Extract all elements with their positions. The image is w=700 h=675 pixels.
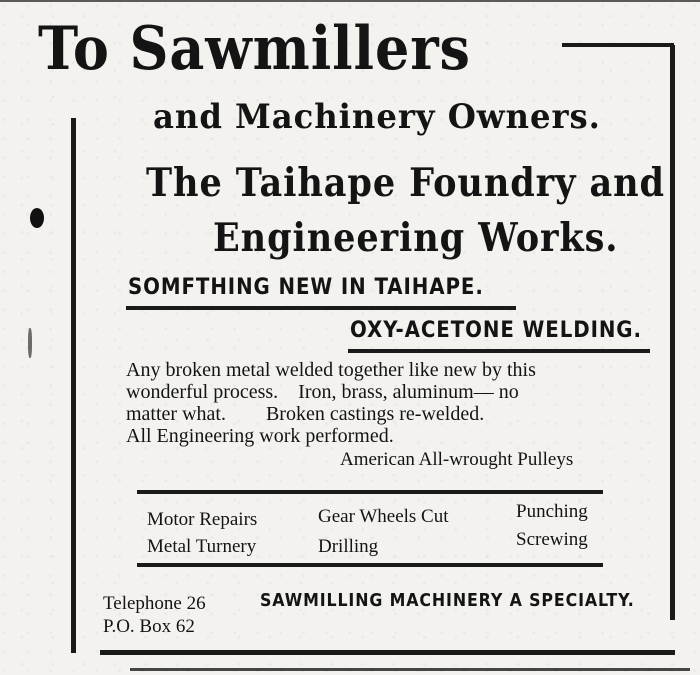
bottom-edge-rule bbox=[130, 668, 690, 671]
service-drilling: Drilling bbox=[318, 536, 379, 557]
body-line-3: matter what. Broken castings re-welded. bbox=[126, 403, 485, 425]
services-top-rule bbox=[137, 490, 603, 494]
subhead: and Machinery Owners. bbox=[153, 97, 601, 137]
service-punching: Punching bbox=[516, 501, 588, 522]
telephone-number: Telephone 26 bbox=[103, 593, 206, 614]
po-box: P.O. Box 62 bbox=[103, 616, 195, 637]
service-motor-repairs: Motor Repairs bbox=[147, 509, 258, 530]
body-line-4: All Engineering work performed. bbox=[126, 425, 394, 447]
left-border-rule bbox=[71, 118, 76, 653]
company-name-line2: Engineering Works. bbox=[213, 215, 619, 261]
body-line-1: Any broken metal welded together like new by this bbox=[126, 359, 536, 381]
body-line-2: wonderful process. Iron, brass, aluminum— no bbox=[126, 381, 519, 403]
ink-mark bbox=[28, 328, 32, 358]
service-metal-turnery: Metal Turnery bbox=[147, 536, 257, 557]
right-border-rule bbox=[670, 45, 675, 620]
bottom-border-rule bbox=[100, 650, 675, 655]
feature-heading: OXY-ACETONE WELDING. bbox=[350, 318, 642, 343]
headline: To Sawmillers bbox=[38, 14, 471, 84]
pulleys-line: American All-wrought Pulleys bbox=[340, 449, 574, 470]
company-name-line1: The Taihape Foundry and bbox=[146, 160, 665, 206]
top-right-rule bbox=[562, 43, 674, 47]
tagline: SOMFTHING NEW IN TAIHAPE. bbox=[128, 275, 484, 300]
tagline-underline bbox=[126, 306, 516, 310]
services-bottom-rule bbox=[137, 563, 603, 567]
specialty-line: SAWMILLING MACHINERY A SPECIALTY. bbox=[260, 590, 635, 611]
service-screwing: Screwing bbox=[516, 529, 588, 550]
top-edge-rule bbox=[0, 0, 700, 2]
service-gear-wheels: Gear Wheels Cut bbox=[318, 506, 449, 527]
ink-blot bbox=[30, 208, 44, 228]
feature-underline bbox=[348, 349, 650, 353]
